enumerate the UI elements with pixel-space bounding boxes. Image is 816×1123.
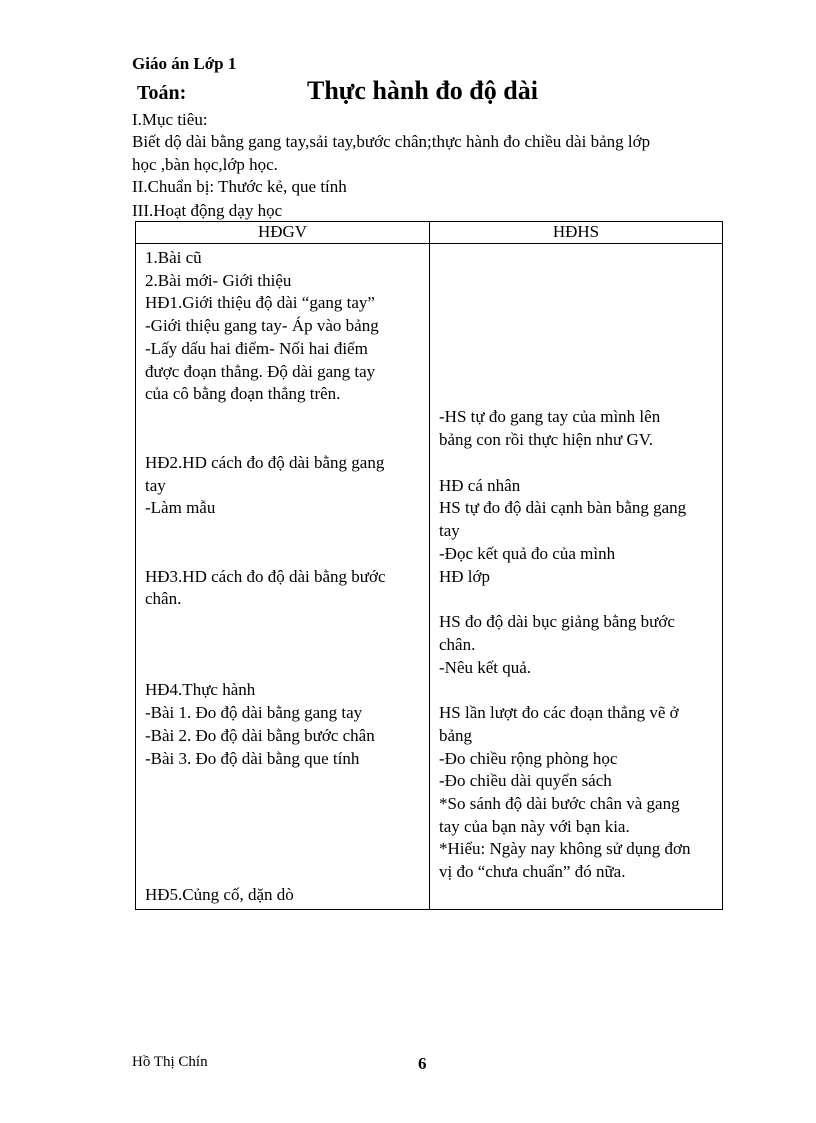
- objectives-heading: I.Mục tiêu:: [132, 110, 208, 129]
- student-line: -Đọc kết quả đo của mình: [439, 544, 616, 563]
- student-line: -Đo chiều rộng phòng học: [439, 749, 618, 768]
- student-activities-cell: [430, 244, 723, 910]
- student-line: HĐ lớp: [439, 567, 491, 586]
- student-line: -Đo chiều dài quyển sách: [439, 771, 612, 790]
- page-number: 6: [418, 1054, 427, 1073]
- student-line: HĐ cá nhân: [439, 476, 521, 495]
- table-row: [136, 244, 723, 910]
- teacher-line: của cô bằng đoạn thẳng trên.: [145, 384, 341, 403]
- student-line: -HS tự đo gang tay của mình lên: [439, 407, 661, 426]
- student-line: bảng con rồi thực hiện như GV.: [439, 430, 654, 449]
- teacher-line: -Bài 3. Đo độ dài bằng que tính: [145, 749, 360, 768]
- teacher-line: -Lấy dấu hai điểm- Nối hai điểm: [145, 339, 368, 358]
- teacher-line: 1.Bài cũ: [145, 248, 202, 267]
- student-line: -Nêu kết quả.: [439, 658, 532, 677]
- objectives-line-1: Biết dộ dài bằng gang tay,sải tay,bước chân;thực hành đo chiều dài bảng lớp: [132, 132, 651, 151]
- teacher-line: -Giới thiệu gang tay- Áp vào bảng: [145, 316, 379, 335]
- student-line: *So sánh độ dài bước chân và gang: [439, 794, 680, 813]
- student-line: tay: [439, 521, 460, 540]
- student-column-header: HĐHS: [430, 222, 723, 244]
- student-line: tay của bạn này với bạn kia.: [439, 817, 630, 836]
- teacher-line: HĐ4.Thực hành: [145, 680, 256, 699]
- teacher-line: tay: [145, 476, 166, 495]
- student-line: HS tự đo độ dài cạnh bàn bằng gang: [439, 498, 687, 517]
- teacher-line: HĐ2.HD cách đo độ dài bằng gang: [145, 453, 385, 472]
- activities-heading: III.Hoạt động dạy học: [132, 201, 283, 220]
- teacher-line: -Bài 1. Đo độ dài bằng gang tay: [145, 703, 363, 722]
- teacher-line: -Làm mẫu: [145, 498, 216, 517]
- student-line: HS đo độ dài bục giảng bằng bước: [439, 612, 675, 631]
- teacher-line: HĐ1.Giới thiệu độ dài “gang tay”: [145, 293, 375, 312]
- teacher-line: HĐ3.HD cách đo độ dài bằng bước: [145, 567, 386, 586]
- student-line: vị đo “chưa chuẩn” đó nữa.: [439, 862, 626, 881]
- teacher-column-header: HĐGV: [136, 222, 430, 244]
- lesson-table: [135, 221, 723, 910]
- student-line: HS lần lượt đo các đoạn thẳng vẽ ở: [439, 703, 679, 722]
- author-name: Hồ Thị Chín: [132, 1054, 208, 1070]
- objectives-line-2: học ,bàn học,lớp học.: [132, 155, 278, 174]
- table-header-row: [136, 222, 723, 244]
- teacher-line: HĐ5.Củng cố, dặn dò: [145, 885, 294, 904]
- preparation-line: II.Chuẩn bị: Thước kẻ, que tính: [132, 177, 347, 196]
- student-line: *Hiểu: Ngày nay không sử dụng đơn: [439, 839, 691, 858]
- grade-label: Giáo án Lớp 1: [132, 54, 237, 73]
- teacher-line: 2.Bài mới- Giới thiệu: [145, 271, 292, 290]
- page-title: Thực hành đo độ dài: [307, 76, 538, 105]
- student-line: bảng: [439, 726, 473, 745]
- student-line: chân.: [439, 635, 476, 654]
- teacher-line: chân.: [145, 589, 182, 608]
- teacher-line: được đoạn thẳng. Độ dài gang tay: [145, 362, 376, 381]
- teacher-activities-cell: [136, 244, 430, 910]
- subject-label: Toán:: [137, 82, 187, 104]
- teacher-line: -Bài 2. Đo độ dài bằng bước chân: [145, 726, 375, 745]
